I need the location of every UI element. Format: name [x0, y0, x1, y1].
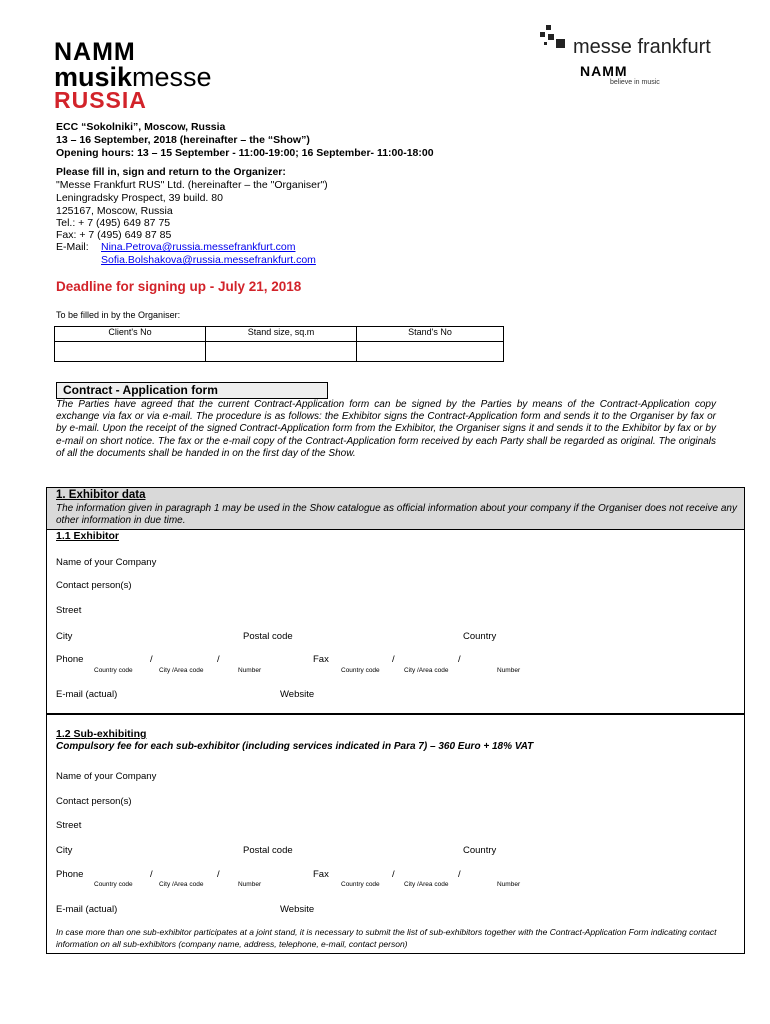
subexhibiting-title: 1.2 Sub-exhibiting — [56, 728, 147, 740]
country-code-caption: Country code — [94, 667, 133, 674]
section-1-title: 1. Exhibitor data — [56, 489, 146, 501]
section-1-note: The information given in paragraph 1 may be used in the Show catalogue as official information about your company if the Organiser does not receive any other information in due time. — [56, 503, 737, 526]
deadline: Deadline for signing up - July 21, 2018 — [56, 279, 302, 294]
country-label: Country — [463, 845, 497, 856]
area-code-caption: City /Area code — [404, 881, 449, 888]
email-label: E-mail (actual) — [56, 689, 118, 700]
website-label: Website — [280, 689, 315, 700]
slash: / — [217, 654, 220, 665]
venue-line: ECC “Sokolniki”, Moscow, Russia — [56, 121, 226, 133]
namm-small-logo: NAMM — [580, 63, 628, 79]
client-no-field[interactable] — [55, 342, 206, 362]
email-link-2[interactable]: Sofia.Bolshakova@russia.messefrankfurt.com — [101, 254, 316, 266]
organiser-table-caption: To be filled in by the Organiser: — [56, 310, 181, 320]
contract-heading: Contract - Application form — [56, 382, 328, 399]
russia-logo: RUSSIA — [54, 87, 147, 113]
company-name-label: Name of your Company — [56, 557, 157, 568]
contact-person-label: Contact person(s) — [56, 796, 132, 807]
stand-size-header: Stand size, sq.m — [206, 327, 357, 342]
company-name-label: Name of your Company — [56, 771, 157, 782]
street-label: Street — [56, 605, 82, 616]
contact-person-label: Contact person(s) — [56, 580, 132, 591]
number-caption: Number — [497, 667, 521, 674]
stand-no-header: Stand's No — [357, 327, 504, 342]
subexhibiting-fee: Compulsory fee for each sub-exhibitor (including services indicated in Para 7) – 360 Euro + 18% VAT — [56, 741, 534, 752]
exhibitor-title: 1.1 Exhibitor — [56, 530, 120, 542]
organizer-tel: Tel.: + 7 (495) 649 87 75 — [56, 217, 171, 229]
email-label: E-mail (actual) — [56, 904, 118, 915]
area-code-caption: City /Area code — [404, 667, 449, 674]
dates-line: 13 – 16 September, 2018 (hereinafter – the “Show”) — [56, 134, 310, 146]
organizer-city: 125167, Moscow, Russia — [56, 205, 173, 217]
return-heading: Please fill in, sign and return to the Organizer: — [56, 166, 286, 178]
fax-label: Fax — [313, 869, 329, 880]
postal-code-label: Postal code — [243, 845, 293, 856]
street-label: Street — [56, 820, 82, 831]
stand-size-field[interactable] — [206, 342, 357, 362]
client-no-header: Client's No — [55, 327, 206, 342]
organiser-table — [54, 326, 504, 362]
organizer-name: "Messe Frankfurt RUS" Ltd. (hereinafter – the "Organiser") — [56, 179, 328, 191]
slash: / — [150, 654, 153, 665]
organizer-street: Leningradsky Prospect, 39 build. 80 — [56, 192, 223, 204]
phone-label: Phone — [56, 869, 84, 880]
country-label: Country — [463, 631, 497, 642]
country-code-caption: Country code — [341, 667, 380, 674]
website-label: Website — [280, 904, 315, 915]
country-code-caption: Country code — [94, 881, 133, 888]
email-link-1[interactable]: Nina.Petrova@russia.messefrankfurt.com — [101, 241, 296, 253]
city-label: City — [56, 631, 73, 642]
number-caption: Number — [497, 881, 521, 888]
slash: / — [458, 654, 461, 665]
namm-logo: NAMM — [54, 38, 136, 66]
number-caption: Number — [238, 667, 262, 674]
organizer-email-label: E-Mail: — [56, 241, 89, 253]
organizer-fax: Fax: + 7 (495) 649 87 85 — [56, 229, 172, 241]
messe-frankfurt-mark-icon — [540, 25, 566, 55]
country-code-caption: Country code — [341, 881, 380, 888]
slash: / — [392, 869, 395, 880]
postal-code-label: Postal code — [243, 631, 293, 642]
slash: / — [150, 869, 153, 880]
musikmesse-logo: musikmesse — [54, 62, 212, 92]
area-code-caption: City /Area code — [159, 881, 204, 888]
number-caption: Number — [238, 881, 262, 888]
stand-no-field[interactable] — [357, 342, 504, 362]
namm-tagline: believe in music — [610, 79, 660, 86]
fax-label: Fax — [313, 654, 329, 665]
contract-text: The Parties have agreed that the current Contract-Application form can be signed by the Parties by means of the Contract-Application copy exchange via fax or via e-mail. The procedure is as follows: the Exhibitor signs the Contract-Application form and sends it to the Organiser by fax or by e-mail. Upon the receipt of the signed Contract-Application form from the Exhibitor, the Organiser signs it and sends it to the Exhibitor by fax or by e-mail on short notice. The fax or the e-mail copy of the Contract-Application form received by each Party shall be regarded as original. The originals of all the documents shall be handed in on the first day of the Show. — [56, 399, 716, 459]
city-label: City — [56, 845, 73, 856]
slash: / — [392, 654, 395, 665]
area-code-caption: City /Area code — [159, 667, 204, 674]
subexhibitor-list-note: In case more than one sub-exhibitor participates at a joint stand, it is necessary to submit the list of sub-exhibitors together with the Contract-Application Form indicating contact information on all sub-exhibitors (company name, address, telephone, e-mail, contact person) — [56, 927, 717, 949]
slash: / — [458, 869, 461, 880]
phone-label: Phone — [56, 654, 84, 665]
hours-line: Opening hours: 13 – 15 September - 11:00-19:00; 16 September- 11:00-18:00 — [56, 147, 434, 159]
slash: / — [217, 869, 220, 880]
messe-frankfurt-logo: messe frankfurt — [573, 36, 711, 58]
